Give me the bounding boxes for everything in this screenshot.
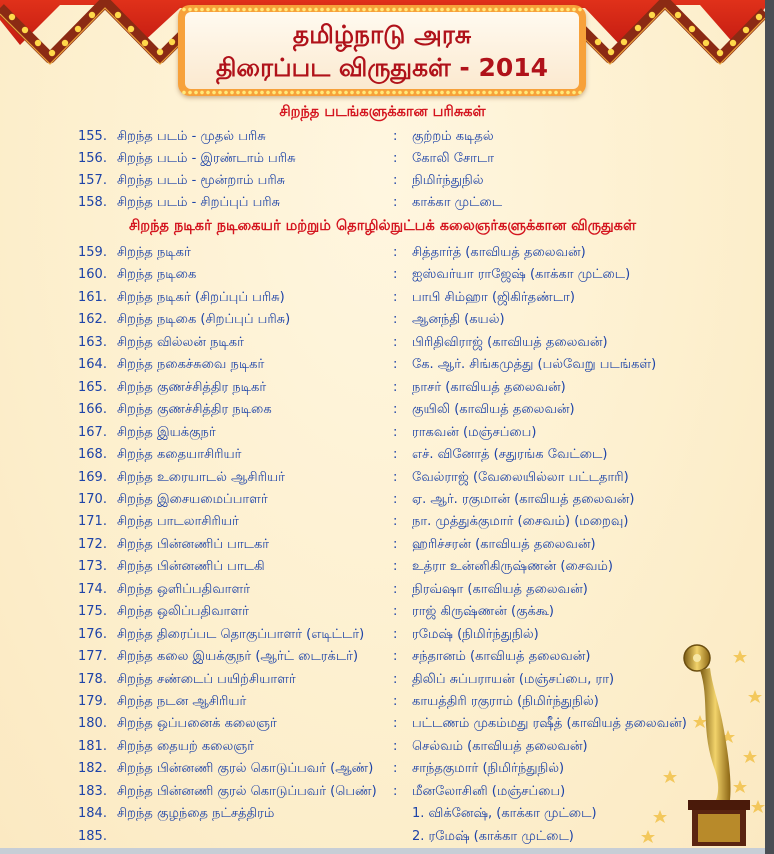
award-number: 157.	[78, 173, 107, 188]
award-category: சிறந்த பின்னணி குரல் கொடுப்பவர் (ஆண்)	[117, 761, 374, 777]
award-category: சிறந்த குழந்தை நட்சத்திரம்	[117, 806, 275, 822]
award-category: சிறந்த வில்லன் நடிகர்	[117, 334, 244, 350]
separator: :	[393, 245, 398, 260]
award-row	[0, 489, 700, 511]
title-line-1: தமிழ்நாடு அரசு	[292, 19, 472, 49]
award-category: சிறந்த படம் - முதல் பரிசு	[117, 129, 266, 144]
award-number: 181.	[78, 738, 107, 754]
separator: :	[393, 267, 398, 283]
award-category: சிறந்த படம் - சிறப்புப் பரிசு	[117, 195, 281, 210]
award-winner: மீனலோசினி (மஞ்சப்பை)	[412, 783, 566, 799]
separator: :	[393, 312, 398, 328]
award-category: சிறந்த இசையமைப்பாளர்	[117, 491, 268, 507]
award-winner: 1. விக்னேஷ், (காக்கா முட்டை)	[412, 806, 597, 822]
award-number: 185.	[78, 828, 107, 844]
award-row	[0, 758, 700, 780]
separator: :	[393, 671, 398, 687]
award-row	[0, 579, 700, 601]
separator: :	[393, 402, 398, 418]
award-winner: ஹரிச்சரன் (காவியத் தலைவன்)	[412, 536, 596, 552]
award-winner: திலிப் சுப்பராயன் (மஞ்சப்பை, ரா)	[412, 671, 615, 687]
award-category: சிறந்த நடிகை (சிறப்புப் பரிசு)	[117, 312, 291, 328]
separator: :	[393, 491, 398, 507]
award-winner: 2. ரமேஷ் (காக்கா முட்டை)	[412, 828, 574, 844]
separator: :	[393, 469, 398, 485]
award-row	[0, 354, 700, 376]
award-row	[0, 781, 700, 803]
award-category: சிறந்த நடிகை	[117, 267, 197, 283]
award-row	[0, 803, 700, 825]
award-winner: காக்கா முட்டை	[412, 195, 503, 210]
award-category: சிறந்த பின்னணிப் பாடகி	[117, 559, 265, 575]
award-winner: கோலி சோடா	[412, 151, 495, 166]
award-number: 163.	[78, 334, 107, 350]
award-winner: நிமிர்ந்துநில்	[412, 173, 484, 188]
award-category: சிறந்த நடிகர் (சிறப்புப் பரிசு)	[117, 289, 285, 305]
separator: :	[393, 761, 398, 777]
award-winner: வேல்ராஜ் (வேலையில்லா பட்டதாரி)	[412, 469, 629, 485]
award-winner: உத்ரா உன்னிகிருஷ்ணன் (சைவம்)	[412, 559, 613, 575]
award-winner: காயத்திரி ரகுராம் (நிமிர்ந்துநில்)	[412, 694, 599, 709]
separator: :	[393, 514, 398, 530]
award-number: 183.	[78, 783, 107, 799]
award-number: 172.	[78, 536, 107, 552]
award-winner: நாசர் (காவியத் தலைவன்)	[412, 379, 566, 395]
separator: :	[393, 357, 398, 373]
separator: :	[393, 129, 398, 144]
award-row	[0, 713, 700, 735]
award-winner: பிரிதிவிராஜ் (காவியத் தலைவன்)	[412, 334, 608, 350]
award-winner: ஐஸ்வர்யா ராஜேஷ் (காக்கா முட்டை)	[412, 267, 631, 283]
award-row	[0, 444, 700, 466]
award-number: 173.	[78, 559, 107, 575]
award-row	[0, 309, 700, 331]
award-number: 155.	[78, 129, 107, 144]
award-winner: பட்டணம் முகம்மது ரஷீத் (காவியத் தலைவன்)	[412, 716, 687, 732]
award-row	[0, 422, 700, 444]
separator: :	[393, 173, 398, 188]
award-row	[0, 377, 700, 399]
award-category: சிறந்த ஒலிப்பதிவாளர்	[117, 604, 249, 620]
title-line-2: திரைப்பட விருதுகள் - 2014	[215, 52, 549, 82]
award-number: 156.	[78, 151, 107, 166]
page-bottom-edge	[0, 848, 765, 854]
award-number: 174.	[78, 581, 107, 597]
award-number: 171.	[78, 514, 107, 530]
award-number: 159.	[78, 245, 107, 260]
award-row	[0, 826, 700, 848]
award-row	[0, 556, 700, 578]
award-row	[0, 534, 700, 556]
award-category: சிறந்த நடன ஆசிரியர்	[117, 694, 247, 709]
separator: :	[393, 559, 398, 575]
award-row	[0, 736, 700, 758]
trophy-icon	[670, 640, 765, 848]
award-row	[0, 624, 700, 646]
section-heading-artists-technicians: சிறந்த நடிகர் நடிகையர் மற்றும் தொழில்நுட்பக் கலைஞர்களுக்கான விருதுகள்	[128, 218, 637, 234]
separator: :	[393, 447, 398, 463]
award-category: சிறந்த ஒளிப்பதிவாளர்	[117, 581, 250, 597]
award-category: சிறந்த திரைப்பட தொகுப்பாளர் (எடிட்டர்)	[117, 626, 365, 642]
award-number: 162.	[78, 312, 107, 328]
award-winner: ஏ. ஆர். ரகுமான் (காவியத் தலைவன்)	[412, 491, 635, 507]
award-row	[0, 399, 700, 421]
award-category: சிறந்த பின்னணி குரல் கொடுப்பவர் (பெண்)	[117, 783, 377, 799]
separator: :	[393, 626, 398, 642]
award-category: சிறந்த கலை இயக்குநர் (ஆர்ட் டைரக்டர்)	[117, 649, 359, 665]
award-category: சிறந்த படம் - இரண்டாம் பரிசு	[117, 151, 296, 166]
award-category: சிறந்த நடிகர்	[117, 245, 191, 260]
award-number: 182.	[78, 761, 107, 777]
award-row	[0, 148, 700, 170]
award-row	[0, 242, 700, 264]
separator: :	[393, 694, 398, 709]
award-category: சிறந்த உரையாடல் ஆசிரியர்	[117, 469, 285, 485]
award-winner: செல்வம் (காவியத் தலைவன்)	[412, 738, 588, 754]
award-number: 165.	[78, 379, 107, 395]
award-row	[0, 601, 700, 623]
award-winner: கே. ஆர். சிங்கமுத்து (பல்வேறு படங்கள்)	[412, 357, 657, 373]
separator: :	[393, 536, 398, 552]
award-category: சிறந்த சண்டைப் பயிற்சியாளர்	[117, 671, 296, 687]
award-number: 168.	[78, 447, 107, 463]
award-winner: சாந்தகுமார் (நிமிர்ந்துநில்)	[412, 761, 565, 777]
award-number: 161.	[78, 289, 107, 305]
separator: :	[393, 604, 398, 620]
award-row	[0, 287, 700, 309]
award-row	[0, 511, 700, 533]
separator: :	[393, 581, 398, 597]
award-category: சிறந்த பின்னணிப் பாடகர்	[117, 536, 270, 552]
award-number: 178.	[78, 671, 107, 687]
award-number: 176.	[78, 626, 107, 642]
award-number: 166.	[78, 402, 107, 418]
award-winner: ரமேஷ் (நிமிர்ந்துநில்)	[412, 626, 539, 642]
award-winner: நா. முத்துக்குமார் (சைவம்) (மறைவு)	[412, 514, 629, 530]
award-number: 179.	[78, 694, 107, 709]
award-number: 160.	[78, 267, 107, 283]
separator: :	[393, 195, 398, 210]
banner	[0, 0, 765, 100]
award-category: சிறந்த குணச்சித்திர நடிகர்	[117, 379, 267, 395]
award-category: சிறந்த கதையாசிரியர்	[117, 447, 242, 463]
separator: :	[393, 151, 398, 166]
scrollbar[interactable]	[765, 0, 774, 854]
award-category: சிறந்த தையற் கலைஞர்	[117, 738, 255, 754]
separator: :	[393, 424, 398, 440]
award-row	[0, 646, 700, 668]
award-number: 167.	[78, 424, 107, 440]
award-winner: சித்தார்த் (காவியத் தலைவன்)	[412, 245, 586, 260]
award-category: சிறந்த இயக்குநர்	[117, 424, 216, 440]
award-winner: பாபி சிம்ஹா (ஜிகிர்தண்டா)	[412, 289, 575, 305]
award-number: 175.	[78, 604, 107, 620]
award-winner: குற்றம் கடிதல்	[412, 129, 494, 144]
separator: :	[393, 649, 398, 665]
award-row	[0, 467, 700, 489]
award-number: 170.	[78, 491, 107, 507]
award-category: சிறந்த ஒப்பனைக் கலைஞர்	[117, 716, 277, 732]
separator: :	[393, 716, 398, 732]
award-category: சிறந்த குணச்சித்திர நடிகை	[117, 402, 272, 418]
award-row	[0, 691, 700, 713]
award-number: 158.	[78, 195, 107, 210]
award-category: சிறந்த பாடலாசிரியர்	[117, 514, 239, 530]
award-row	[0, 126, 700, 148]
separator: :	[393, 379, 398, 395]
award-winner: ராகவன் (மஞ்சப்பை)	[412, 424, 537, 440]
section-heading-best-films: சிறந்த படங்களுக்கான பரிசுகள்	[279, 104, 486, 120]
title-board	[178, 5, 586, 96]
award-winner: ஆனந்தி (கயல்)	[412, 312, 505, 328]
award-row	[0, 669, 700, 691]
award-number: 180.	[78, 716, 107, 732]
award-number: 177.	[78, 649, 107, 665]
award-winner: எச். வினோத் (சதுரங்க வேட்டை)	[412, 447, 608, 463]
award-number: 184.	[78, 806, 107, 822]
award-winner: குயிலி (காவியத் தலைவன்)	[412, 402, 575, 418]
award-number: 169.	[78, 469, 107, 485]
separator: :	[393, 783, 398, 799]
separator: :	[393, 738, 398, 754]
separator: :	[393, 289, 398, 305]
award-winner: நிரவ்ஷா (காவியத் தலைவன்)	[412, 581, 588, 597]
award-category: சிறந்த நகைச்சுவை நடிகர்	[117, 357, 265, 373]
award-winner: ராஜ் கிருஷ்ணன் (குக்கூ)	[412, 604, 554, 620]
award-number: 164.	[78, 357, 107, 373]
award-row	[0, 170, 700, 192]
award-row	[0, 264, 700, 286]
award-winner: சந்தானம் (காவியத் தலைவன்)	[412, 649, 591, 665]
award-category: சிறந்த படம் - மூன்றாம் பரிசு	[117, 173, 286, 188]
award-row	[0, 192, 700, 214]
separator: :	[393, 334, 398, 350]
award-row	[0, 332, 700, 354]
